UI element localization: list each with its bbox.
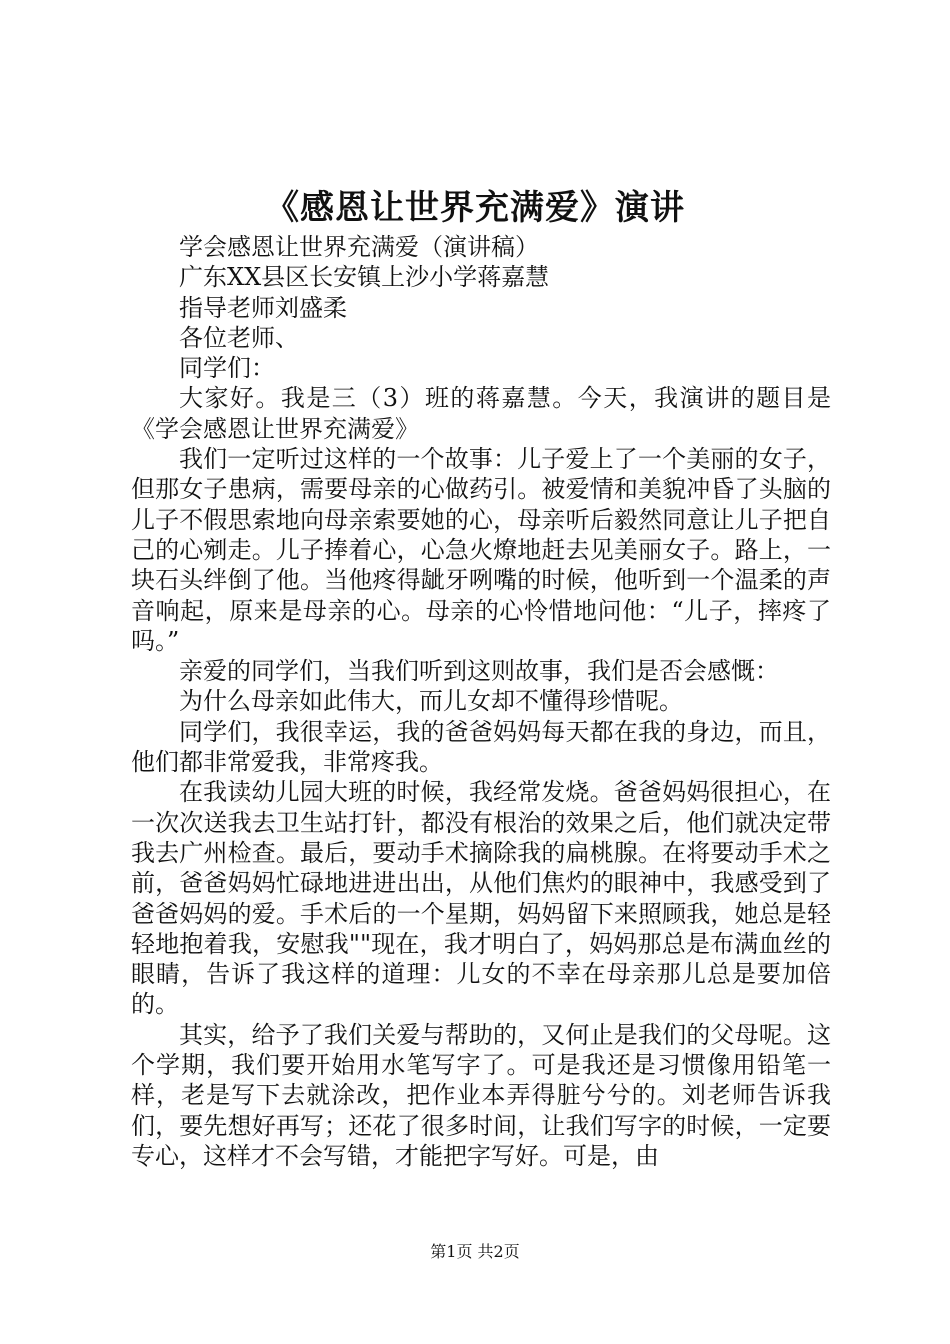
paragraph-surgery: 在我读幼儿园大班的时候，我经常发烧。爸爸妈妈很担心，在一次次送我去卫生站打针，都没有根治的效果之后，他们就决定带我去广州检查。最后，要动手术摘除我的扁桃腺。在将要动手术之前，爸爸妈妈忙碌地进进出出，从他们焦灼的眼神中，我感受到了爸爸妈妈的爱。手术后的一个星期，妈妈留下来照顾我，她总是轻轻地抱着我，安慰我""现在，我才明白了，妈妈那总是布满血丝的眼睛，告诉了我这样的道理：儿女的不幸在母亲那儿总是要加倍的。 [131,778,831,1019]
paragraph-lucky: 同学们，我很幸运，我的爸爸妈妈每天都在我的身边，而且，他们都非常爱我，非常疼我。 [131,717,831,777]
paragraph-reflection: 亲爱的同学们，当我们听到这则故事，我们是否会感慨： [179,657,779,686]
paragraph-question: 为什么母亲如此伟大，而儿女却不懂得珍惜呢。 [179,687,683,716]
paragraph-intro: 大家好。我是三（3）班的蒋嘉慧。今天，我演讲的题目是《学会感恩让世界充满爱》 [131,384,831,443]
paragraph-subtitle: 学会感恩让世界充满爱（演讲稿） [179,233,539,261]
paragraph-teacher-help: 其实，给予了我们关爱与帮助的，又何止是我们的父母呢。这个学期，我们要开始用水笔写字了。可是我还是习惯像用铅笔一样，老是写下去就涂改，把作业本弄得脏兮兮的。刘老师告诉我们，要先想好再写；还花了很多时间，让我们写字的时候，一定要专心，这样才不会写错，才能把字写好。可是，由 [131,1020,831,1170]
paragraph-story: 我们一定听过这样的一个故事：儿子爱上了一个美丽的女子，但那女子患病，需要母亲的心做药引。被爱情和美貌冲昏了头脑的儿子不假思索地向母亲索要她的心，母亲听后毅然同意让儿子把自己的心剜走。儿子捧着心，心急火燎地赶去见美丽女子。路上，一块石头绊倒了他。当他疼得龇牙咧嘴的时候，他听到一个温柔的声音响起，原来是母亲的心。母亲的心怜惜地问他：“儿子，摔疼了吗。” [131,445,831,655]
page-number: 第1页 共2页 [430,1242,520,1261]
paragraph-greeting-teachers: 各位老师、 [179,323,299,352]
document-title: 《感恩让世界充满爱》演讲 [265,188,685,228]
paragraph-teacher: 指导老师刘盛柔 [179,293,347,322]
paragraph-greeting-students: 同学们： [179,354,275,383]
document-body [131,232,831,1171]
paragraph-author: 广东XX县区长安镇上沙小学蒋嘉慧 [179,263,550,292]
